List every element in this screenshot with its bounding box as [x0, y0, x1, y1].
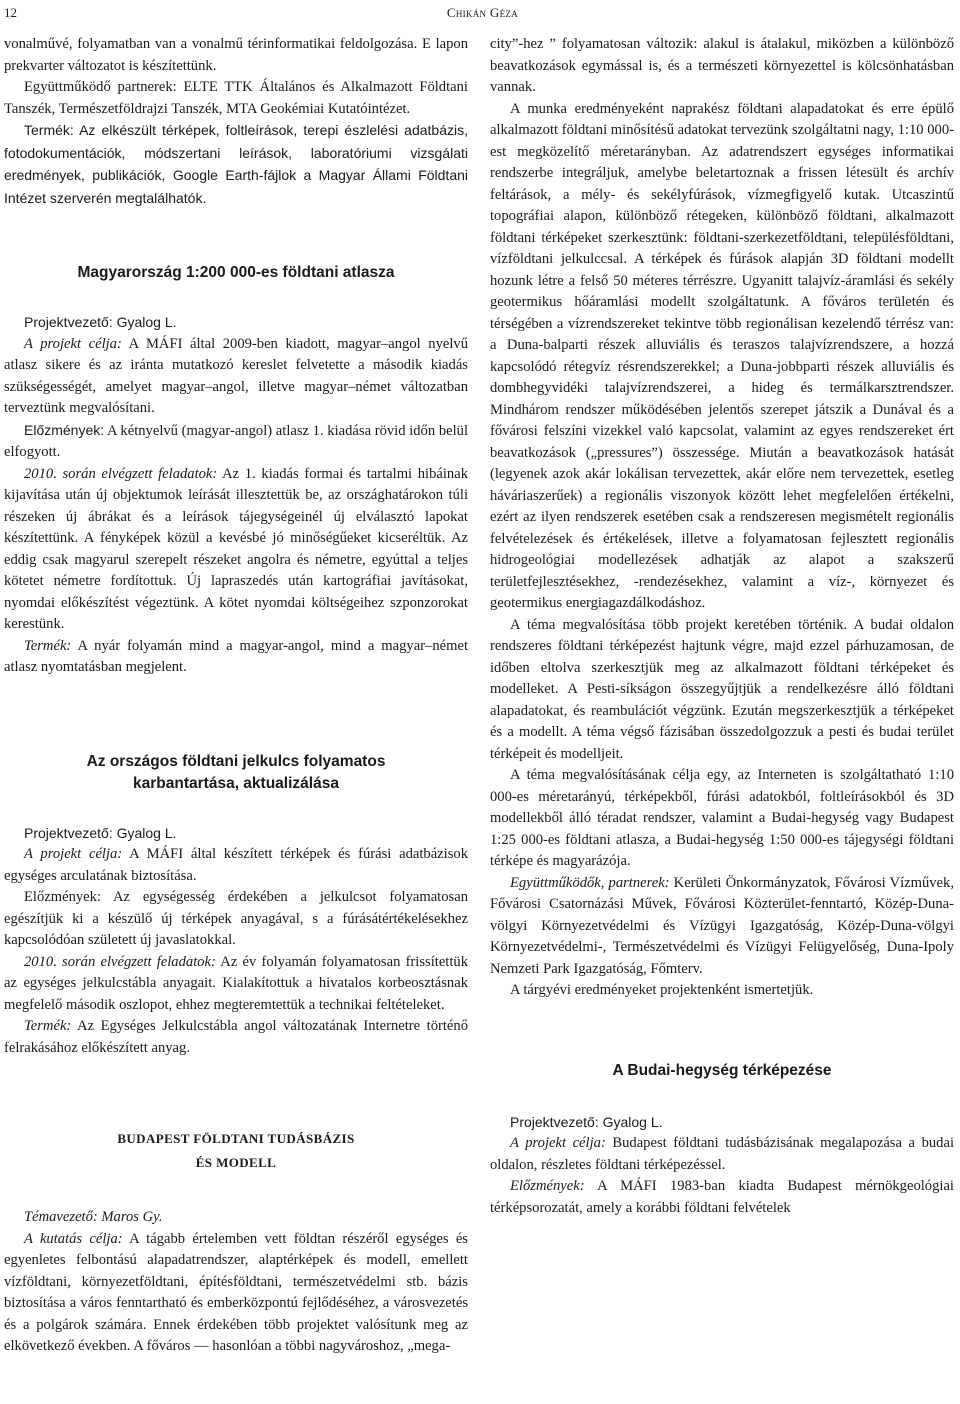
page-number: 12: [4, 5, 17, 20]
label-product: Termék:: [24, 1018, 72, 1034]
project-lead: Projektvezető: Gyalog L.: [24, 824, 177, 841]
label-aim: A projekt célja:: [24, 846, 123, 862]
paragraph-aim: [4, 1229, 468, 1358]
title-line: ÉS MODELL: [195, 1155, 277, 1170]
paragraph: A munka eredményeként naprakész földtani alapadatokat és erre épülő alkalmazott földtani minősítésű adatokat tervezünk szolgáltatni nagy, 1:10 000-est megközelítő méretarányban. Az adatrendszert egységes informatikai rendszerbe integráljuk, amelybe beletartoznak a frissen létesült és archív feltárások, a mély- és sekélyfúrások, vízmegfigyelő kutak. Utcaszintű topográfiai alapon, különböző rétegeken, különböző földtani, alkalmazott földtani térképeket szerkesztünk: földtani-szerkezetföldtani, településföldtani, vízföldtani jelkulccsal. A térképek és fúrások alapján 3D földtani modellt hozunk létre a felső 50 méteres térrészre. Ugyanitt talajvíz-áramlási és sekély geotermikus hőáramlási modellt szolgáltatunk. A főváros területén és térségében a vízrendszereket tekintve több regionálisan kezelendő térrész van: a Duna-balparti részek alluviális és teraszos talajvízrendszere, a hozzá kapcsolódó rétegvíz résrendszerekkel; a Duna-jobbparti részek alluviális és dombhegyvidéki talajvízrendszerei, a hideg és termálkarsztrendszer. Mindhárom rendszer működésében jelentős szerepet játszik a Dunával és a fővárosi felszíni vizekkel való kapcsolat, valamint az egyes rendszereket ért beavatkozások („pressures”) összessége. Miután a beavatkozások hatását (legyenek azok akár lokálisan tervezettek, akár előre nem tervezettek, esetleg háváriaszerűek) a regionális viszonyok között lehet megfelelően értékelni, ezért az ilyen rendszerek esetében csak a rendszeresen megismételt regionális felvételezések és értékelések, illetve a folyamatosan fejlesztett regionális hidrogeológiai modellezések adhatják az alapot a szakszerű területfejlesztésekhez, -rendezésekhez, valamint a víz-, környezet és geotermikus energiagazdálkodáshoz.: [490, 100, 954, 611]
paragraph-product: [4, 120, 468, 210]
paragraph: vonalművé, folyamatban van a vonalmű térinformatikai feldolgozása. E lapon prekvarter változatot is készítettünk.: [4, 36, 468, 74]
label-precedents: Előzmények:: [510, 1178, 585, 1194]
paragraph-aim: [490, 1133, 954, 1176]
paragraph: Együttműködő partnerek: ELTE TTK Általános és Alkalmazott Földtani Tanszék, Természetföldrajzi Tanszék, MTA Geokémiai Kutatóintézet.: [4, 79, 468, 117]
product-text: Az elkészült térképek, foltleírások, terepi észlelési adatbázis, fotodokumentációk, módszertani leírások, laboratóriumi vizsgálati eredmények, publikációk, Google Earth-fájlok a Magyar Állami Földtani Intézet szerverén megtalálhatók.: [4, 122, 468, 206]
section-title-legend: [4, 751, 468, 795]
running-head-author: Chikán Géza: [446, 5, 518, 20]
partners-text: Kerületi Önkormányzatok, Fővárosi Vízművek, Fővárosi Csatornázási Művek, Fővárosi Közterület-fenntartó, Közép-Duna-völgyi Környezetvédelmi és Vízügyi Igazgatóság, Közép-Duna-völgyi Környezetvédelmi-, Természetvédelmi és Vízügyi Felügyelőség, Duna-Ipoly Nemzeti Park Igazgatóság, Főmterv.: [490, 874, 954, 977]
aim-text: A MÁFI által 2009-ben kiadott, magyar–angol nyelvű atlasz sikere és az iránta mutatkozó kereslet felvetette a második kiadás szükségességét, amelyet magyar–angol, illetve magyar–német változatban terveztünk megvalósítani.: [4, 335, 468, 416]
paragraph-tasks: [4, 464, 468, 636]
section-title-budai-mapping: A Budai-hegység térképezése: [612, 1061, 832, 1079]
paragraph-precedents: [4, 420, 468, 464]
precedents-text: A kétnyelvű (magyar-angol) atlasz 1. kiadása rövid időn belül elfogyott.: [4, 422, 468, 460]
aim-text: Budapest földtani tudásbázisának megalapozása a budai oldalon, részletes földtani térképezéssel.: [490, 1135, 954, 1173]
product-text: A nyár folyamán mind a magyar-angol, mind a magyar–német atlasz nyomtatásban megjelent.: [4, 637, 468, 675]
label-tasks: 2010. során elvégzett feladatok:: [24, 465, 218, 482]
paragraph-product: [4, 636, 468, 679]
aim-text: A tágabb értelemben vett földtan részéről egységes és egyenletes felbontású alapadatrendszer, alaptérképek és modell, emellett vízföldtani, környezetföldtani, építésföldtani, természetvédelmi stb. bázis biztosítása a város fenntartható és emberközpontú fejlődéséhez, a városvezetés és a polgárok számára. Ennek érdekében több projektet valósítunk meg az elkövetkező években. A főváros — hasonlóan a többi nagyvároshoz, „mega-: [4, 1230, 468, 1354]
product-text: Az Egységes Jelkulcstábla angol változatának Internetre történő felrakásához előkészített anyag.: [4, 1018, 468, 1056]
label-tasks: 2010. során elvégzett feladatok:: [24, 953, 216, 970]
label-product: Termék:: [24, 637, 72, 654]
project-lead: Projektvezető: Gyalog L.: [510, 1113, 663, 1130]
title-line: BUDAPEST FÖLDTANI TUDÁSBÁZIS: [117, 1131, 355, 1146]
topic-lead: Témavezető: Maros Gy.: [24, 1209, 163, 1225]
tasks-text: Az 1. kiadás formai és tartalmi hibáinak kijavítása után új objektumok leírását illesztettük be, az országhatárokon túli részeken új ábrákat és a leírások tájegységeinél új elválasztó lapokat készítettünk. A fényképek közül a kevésbé jó minőségűeket kicseréltük. Az eddig csak magyarul szerepelt részeket angolra és németre, egyúttal a teljes kötetet németre fordítottuk. Új lapraszedés után kartográfiai javításokat, nyomdai előkészítést végeztünk. A kötet nyomdai költségeihez szponzorokat kerestünk.: [4, 465, 469, 632]
label-aim: A projekt célja:: [24, 335, 122, 352]
label-precedents: Előzmények:: [24, 889, 101, 905]
label-product: Termék:: [24, 122, 74, 138]
precedents-text: A MÁFI 1983-ban kiadta Budapest mérnökgeológiai térképsorozatát, amely a korábbi földtani felvételek: [490, 1178, 954, 1216]
title-line: karbantartása, aktualizálása: [133, 774, 339, 792]
tasks-text: Az év folyamán folyamatosan frissítettük az egységes jelkulcstábla anyagait. Kialakítottuk a hivatalos korbeosztásnak megfelelő második oszlopot, ehhez megteremtettük a technikai feltételeket.: [4, 953, 468, 1013]
paragraph-aim: [4, 334, 468, 420]
label-precedents: Előzmények:: [24, 421, 105, 438]
section-title-budapest: [4, 1127, 468, 1175]
label-partners: Együttműködők, partnerek:: [510, 874, 670, 891]
page-header: [0, 0, 960, 26]
project-lead: Projektvezető: Gyalog L.: [24, 314, 177, 330]
paragraph: A téma megvalósításának célja egy, az Interneten is szolgáltatható 1:10 000-es méretarányú, térképekből, fúrási adatokból, foltleírásokból és 3D modellekből álló téradat rendszer, valamint a Budai-hegység vagy Budapest 1:25 000-es földtani atlasza, a Budai-hegység 1:50 000-es tájegységi földtani térképe és magyarázója.: [490, 767, 954, 869]
right-column: [490, 34, 954, 1219]
precedents-text: Az egységesség érdekében a jelkulcsot folyamatosan egészítjük ki a készülő új térképek anyagával, s a fúrásátértékelésekhez kapcsolódóan született új javaslatokkal.: [4, 889, 468, 948]
label-aim: A projekt célja:: [510, 1135, 606, 1151]
paragraph-aim: [4, 844, 468, 887]
paragraph-product: [4, 1016, 468, 1059]
paragraph: city”-hez ” folyamatosan változik: alakul is átalakul, miközben a különböző beavatkozások egymással is, és a természeti környezettel is kölcsönhatásban vannak.: [490, 36, 954, 95]
paragraph-precedents: [4, 887, 468, 952]
section-title-atlas: Magyarország 1:200 000-es földtani atlasza: [77, 264, 395, 281]
paragraph-precedents: [490, 1176, 954, 1219]
paragraph: A tárgyévi eredményeket projektenként ismertetjük.: [510, 982, 814, 998]
paragraph-partners: [490, 873, 954, 981]
aim-text: A MÁFI által készített térképek és fúrási adatbázisok egységes arculatának biztosítása.: [4, 846, 468, 884]
paragraph-tasks: [4, 952, 468, 1017]
paragraph: A téma megvalósítása több projekt keretében történik. A budai oldalon rendszeres földtani térképezést hajtunk végre, majd ezzel párhuzamosan, de időben eltolva szerkesztjük meg az alkalmazott földtani térképeket és modelleket. A Pesti-síkságon összegyűjtjük a rendelkezésre álló földtani alapadatokat, és reambulációt végzünk. Ezután megszerkesztjük a térképeket és a modellt. A téma végső fázisában összedolgozzuk a pesti és budai terület térképeit és modelljeit.: [490, 616, 954, 762]
left-column: [4, 34, 468, 1358]
label-aim: A kutatás célja:: [24, 1230, 123, 1247]
title-line: Az országos földtani jelkulcs folyamatos: [86, 752, 386, 770]
